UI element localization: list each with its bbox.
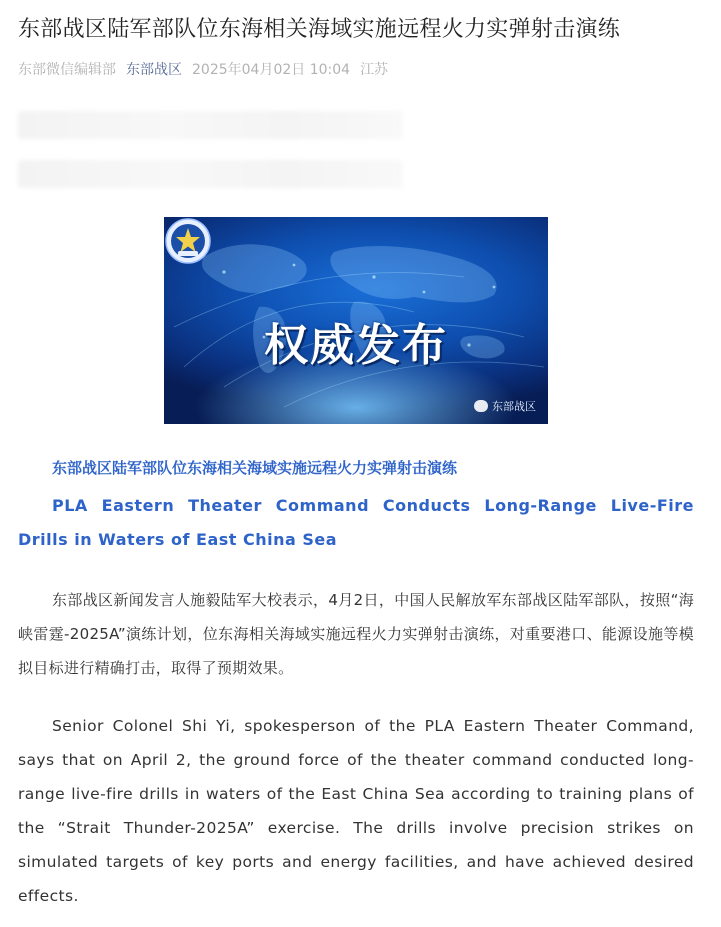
wechat-icon <box>474 400 488 412</box>
blurred-placeholder <box>18 111 403 139</box>
hero-watermark <box>474 398 536 414</box>
headline-en: PLA Eastern Theater Command Conducts Long-Range Live-Fire Drills in Waters of East China Sea <box>18 496 694 549</box>
meta-author: 东部微信编辑部 <box>18 62 116 78</box>
body-paragraph-cn: 东部战区新闻发言人施毅陆军大校表示，4月2日，中国人民解放军东部战区陆军部队，按照“海峡雷霆-2025A”演练计划，位东海相关海域实施远程火力实弹射击演练，对重要港口、能源设施等模拟目标进行精确打击，取得了预期效果。 <box>18 591 694 677</box>
hero-watermark-label: 东部战区 <box>492 400 536 413</box>
military-emblem-icon <box>164 217 212 265</box>
meta-location: 江苏 <box>360 62 389 78</box>
blurred-placeholder <box>18 160 403 188</box>
headline-cn: 东部战区陆军部队位东海相关海域实施远程火力实弹射击演练 <box>52 459 458 477</box>
hero-title: 权威发布 <box>264 320 448 371</box>
article-title: 东部战区陆军部队位东海相关海域实施远程火力实弹射击演练 <box>18 17 621 42</box>
hero-image[interactable] <box>164 217 548 424</box>
meta-account-link[interactable]: 东部战区 <box>126 62 182 78</box>
meta-datetime: 2025年04月02日 10:04 <box>192 62 351 78</box>
body-paragraph-en: Senior Colonel Shi Yi, spokesperson of the PLA Eastern Theater Command, says that on April 2, the ground force of the theater command conducted long-range live-fire drills in waters of the East China Sea according to training plans of the “Strait Thunder-2025A” exercise. The drills involve precision strikes on simulated targets of key ports and energy facilities, and have achieved desired effects. <box>18 717 694 905</box>
article-meta <box>18 60 388 80</box>
